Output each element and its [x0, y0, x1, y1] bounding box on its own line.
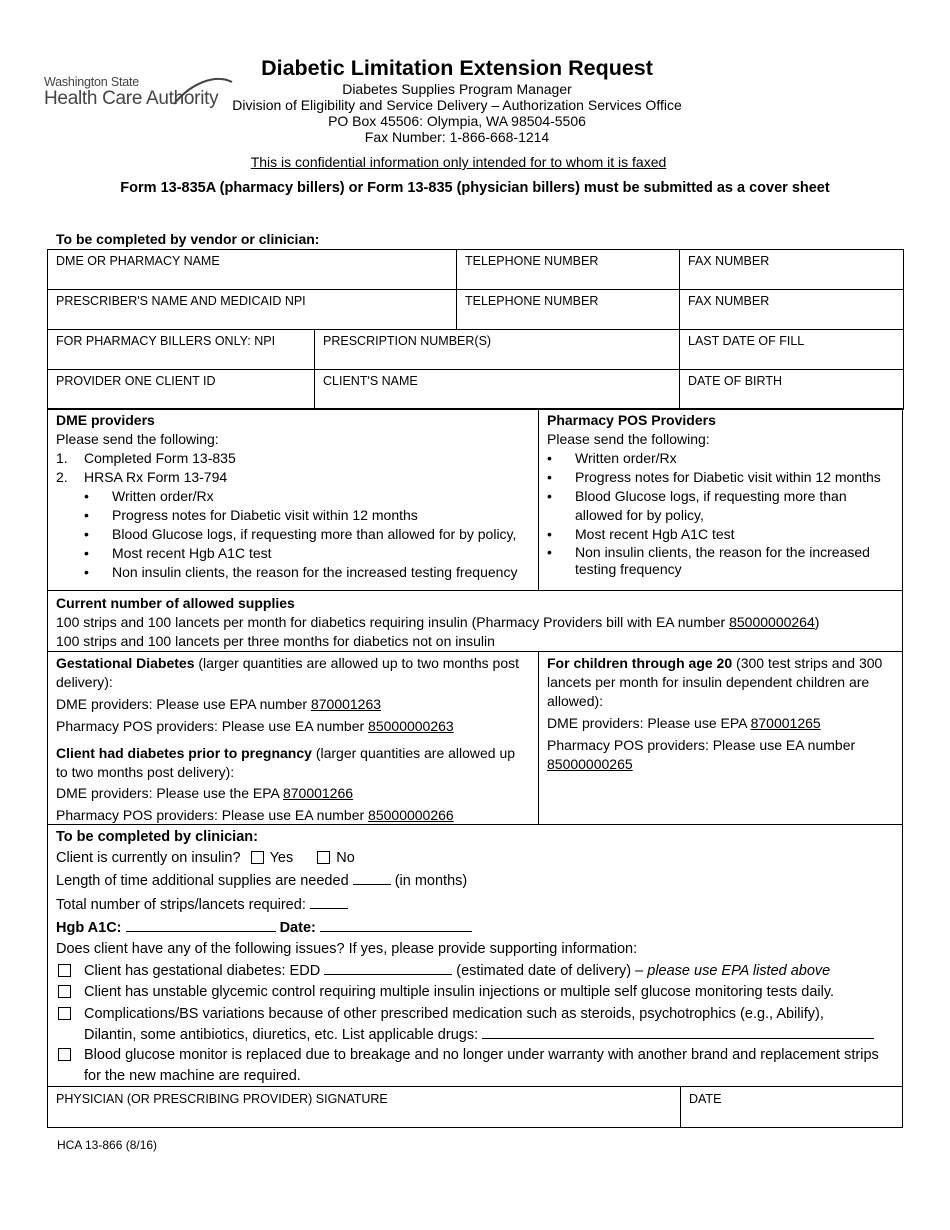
gestational-pos-ea: 85000000263: [368, 718, 454, 734]
length-input[interactable]: [353, 884, 391, 885]
hgb-row: [56, 918, 894, 939]
dme-bullet: • Progress notes for Diabetic visit within 12 months: [84, 507, 418, 523]
dme-item-1-number: 1.: [56, 450, 68, 466]
length-label: Length of time additional supplies are needed: [56, 873, 349, 889]
signature-label: PHYSICIAN (OR PRESCRIBING PROVIDER) SIGNATURE: [56, 1092, 388, 1106]
prior-dme-epa: 870001266: [282, 785, 354, 801]
children-heading: For children through age 20: [547, 655, 733, 671]
dme-bullet-text: Blood Glucose logs, if requesting more than allowed for by policy,: [112, 526, 517, 542]
issue-monitor-text-2: for the new machine are required.: [84, 1067, 301, 1084]
signature-date-field[interactable]: [680, 1086, 903, 1128]
provider-info-grid: [47, 249, 904, 410]
issue-gestational-epa-note: please use EPA listed above: [647, 963, 831, 979]
dme-bullet: • Blood Glucose logs, if requesting more than allowed for by policy,: [84, 526, 517, 542]
clinician-section: [47, 824, 903, 1087]
issue-monitor: [56, 1045, 894, 1086]
total-label: Total number of strips/lancets required:: [56, 896, 306, 913]
insulin-no-label: No: [336, 849, 355, 866]
issue-medication-checkbox[interactable]: [58, 1007, 71, 1020]
dme-item-1: [56, 449, 530, 468]
dme-bullet-list: [56, 487, 530, 582]
pharmacy-bullet-list: [547, 449, 894, 578]
client-id-field[interactable]: [48, 370, 315, 410]
issue-gestational-text: Client has gestational diabetes: EDD: [84, 963, 321, 979]
issues-question: Does client have any of the following issues? If yes, please provide supporting information:: [56, 940, 638, 957]
client-id-label: PROVIDER ONE CLIENT ID: [56, 374, 216, 388]
issue-glycemic-text: Client has unstable glycemic control requiring multiple insulin injections or multiple self glucose monitoring tests daily.: [84, 983, 835, 1000]
issue-medication-drugs-label: Dilantin, some antibiotics, diuretics, etc. List applicable drugs:: [84, 1026, 479, 1043]
supplies-ea-number: 85000000264: [729, 614, 815, 630]
fax-field[interactable]: [680, 250, 904, 290]
dme-bullet-text: Written order/Rx: [112, 488, 214, 504]
dme-intro: Please send the following:: [56, 431, 219, 447]
gestational-desc-text: (larger quantities are allowed up to two months post delivery):: [56, 655, 520, 690]
header-line-4: Fax Number: 1-866-668-1214: [364, 129, 550, 145]
dme-item-1-text: Completed Form 13-835: [84, 450, 236, 466]
pharmacy-bullet: • Written order/Rx: [547, 450, 677, 466]
prescriber-telephone-label: TELEPHONE NUMBER: [465, 294, 599, 308]
issue-monitor-text: Blood glucose monitor is replaced due to breakage and no longer under warranty with another brand and replacement strips: [84, 1047, 879, 1063]
dme-bullet-text: Non insulin clients, the reason for the increased testing frequency: [112, 564, 518, 580]
allowed-supplies-box: [47, 590, 903, 652]
dme-bullet-text: Most recent Hgb A1C test: [112, 545, 272, 561]
dme-heading: DME providers: [56, 412, 155, 428]
issue-medication: [56, 1004, 894, 1045]
pharmacy-heading: Pharmacy POS Providers: [547, 412, 716, 428]
prior-desc: [56, 744, 530, 782]
prescriber-telephone-field[interactable]: [457, 290, 680, 330]
dme-pharmacy-name-field[interactable]: [48, 250, 457, 290]
prescription-numbers-label: PRESCRIPTION NUMBER(S): [323, 334, 492, 348]
dme-item-2-text: HRSA Rx Form 13-794: [84, 469, 228, 485]
gestational-box: [47, 651, 539, 825]
logo-state: Washington State: [44, 75, 140, 89]
dob-label: DATE OF BIRTH: [688, 374, 782, 388]
insulin-yes-checkbox[interactable]: [251, 851, 264, 864]
clinician-heading: To be completed by clinician:: [56, 829, 258, 845]
edd-input[interactable]: [324, 974, 452, 975]
gestational-pos-text: Pharmacy POS providers: Please use EA number: [56, 718, 369, 734]
form-title: Diabetic Limitation Extension Request: [261, 56, 653, 80]
dme-providers-box: [47, 408, 539, 591]
prior-desc-text: (larger quantities are allowed up to two months post delivery):: [56, 745, 516, 780]
children-dme-epa: 870001265: [750, 715, 821, 731]
prescriber-fax-field[interactable]: [680, 290, 904, 330]
insulin-no-checkbox[interactable]: [317, 851, 330, 864]
children-desc-text: (300 test strips and 300 lancets per month for insulin dependent children are allowed):: [547, 655, 883, 709]
children-pos-text: Pharmacy POS providers: Please use EA number: [547, 737, 856, 753]
issue-gestational: [56, 961, 894, 982]
dob-field[interactable]: [680, 370, 904, 410]
children-pos: [547, 736, 894, 774]
client-name-field[interactable]: [315, 370, 680, 410]
pharmacy-bullet-text: Progress notes for Diabetic visit within 12 months: [575, 469, 881, 485]
prior-pos-text: Pharmacy POS providers: Please use EA number: [56, 807, 369, 823]
pharmacy-bullet: • Most recent Hgb A1C test: [547, 526, 735, 542]
prior-pos-ea: 85000000266: [368, 807, 454, 823]
supplies-line-1: [56, 613, 894, 632]
prior-heading: Client had diabetes prior to pregnancy: [56, 745, 312, 761]
prior-dme: [56, 784, 530, 803]
header-line-1: Diabetes Supplies Program Manager: [342, 81, 572, 97]
pharmacy-pos-box: [538, 408, 903, 591]
dme-bullet: • Written order/Rx: [84, 488, 214, 504]
dme-list: [56, 449, 530, 487]
issue-medication-text: Complications/BS variations because of other prescribed medication such as steroids, psychotrophics (e.g., Abilify),: [84, 1006, 824, 1022]
pharmacy-npi-label: FOR PHARMACY BILLERS ONLY: NPI: [56, 334, 276, 348]
pharmacy-bullet-text: Most recent Hgb A1C test: [575, 526, 735, 542]
supplies-line-1-text: 100 strips and 100 lancets per month for diabetics requiring insulin (Pharmacy Providers bill with EA number: [56, 614, 730, 630]
fax-label: FAX NUMBER: [688, 254, 770, 268]
dme-name-label: DME OR PHARMACY NAME: [56, 254, 220, 268]
pharmacy-bullet-text: Non insulin clients, the reason for the increased testing frequency: [575, 544, 870, 577]
cover-sheet-notice: Form 13-835A (pharmacy billers) or Form 13-835 (physician billers) must be submitted as a cover sheet: [120, 180, 830, 196]
pharmacy-npi-field[interactable]: [48, 330, 315, 370]
hgb-date-input[interactable]: [320, 931, 472, 932]
pharmacy-bullet-text: Blood Glucose logs, if requesting more than allowed for by policy,: [575, 488, 847, 523]
children-pos-ea: 85000000265: [547, 756, 633, 772]
children-box: [538, 651, 903, 825]
issue-gestational-edd-note: (estimated date of delivery) –: [456, 963, 644, 979]
length-row: [56, 871, 894, 892]
drugs-input[interactable]: [482, 1038, 874, 1039]
children-desc: [547, 654, 894, 711]
vendor-section-lead: To be completed by vendor or clinician:: [56, 231, 320, 247]
telephone-label: TELEPHONE NUMBER: [465, 254, 599, 268]
dme-bullet: • Most recent Hgb A1C test: [84, 545, 272, 561]
total-row: [56, 895, 894, 916]
prescriber-label: PRESCRIBER'S NAME AND MEDICAID NPI: [56, 294, 306, 308]
issue-monitor-checkbox[interactable]: [58, 1048, 71, 1061]
issue-glycemic: [56, 982, 894, 1003]
signature-field[interactable]: [47, 1086, 681, 1128]
gestational-dme-text: DME providers: Please use EPA number: [56, 696, 311, 712]
issue-glycemic-checkbox[interactable]: [58, 985, 71, 998]
gestational-pos: [56, 717, 530, 736]
total-input[interactable]: [310, 908, 348, 909]
gestational-dme: [56, 695, 530, 714]
issue-gestational-checkbox[interactable]: [58, 964, 71, 977]
gestational-heading: Gestational Diabetes: [56, 655, 195, 671]
hgb-date-label: Date:: [279, 920, 316, 936]
prior-pos: [56, 806, 530, 825]
logo-agency: Health Care Authority: [44, 88, 219, 109]
confidential-notice: This is confidential information only intended for to whom it is faxed: [250, 154, 667, 170]
header-line-3: PO Box 45506: Olympia, WA 98504-5506: [328, 113, 586, 129]
gestational-desc: [56, 654, 530, 692]
length-unit: (in months): [394, 873, 468, 889]
dme-item-2: [56, 468, 530, 487]
pharmacy-bullet-text: Written order/Rx: [575, 450, 677, 466]
insulin-question-row: [56, 848, 894, 869]
dme-bullet: • Non insulin clients, the reason for the increased testing frequency: [84, 564, 518, 580]
hgb-label: Hgb A1C:: [56, 920, 122, 936]
insulin-question: Client is currently on insulin?: [56, 849, 241, 866]
supplies-line-1-close: ): [814, 614, 820, 630]
supplies-heading: Current number of allowed supplies: [56, 595, 295, 611]
form-number: HCA 13-866 (8/16): [57, 1138, 158, 1152]
children-dme: [547, 714, 894, 733]
pharmacy-bullet: • Progress notes for Diabetic visit within 12 months: [547, 469, 881, 485]
prescriber-fax-label: FAX NUMBER: [688, 294, 770, 308]
dme-bullet-text: Progress notes for Diabetic visit within 12 months: [112, 507, 418, 523]
prior-dme-text: DME providers: Please use the EPA: [56, 785, 283, 801]
pharmacy-bullet: • Non insulin clients, the reason for the increased testing frequency: [547, 544, 870, 577]
supplies-line-2: 100 strips and 100 lancets per three months for diabetics not on insulin: [56, 633, 495, 649]
header-line-2: Division of Eligibility and Service Delivery – Authorization Services Office: [232, 97, 682, 113]
insulin-yes-label: Yes: [269, 849, 294, 866]
gestational-dme-epa: 870001263: [310, 696, 382, 712]
children-dme-text: DME providers: Please use EPA: [547, 715, 751, 731]
last-fill-label: LAST DATE OF FILL: [688, 334, 805, 348]
client-name-label: CLIENT'S NAME: [323, 374, 418, 388]
dme-item-2-number: 2.: [56, 469, 68, 485]
last-fill-field[interactable]: [680, 330, 904, 370]
prescriber-field[interactable]: [48, 290, 457, 330]
pharmacy-bullet: • Blood Glucose logs, if requesting more than allowed for by policy,: [547, 488, 847, 523]
signature-date-label: DATE: [689, 1092, 722, 1106]
pharmacy-intro: Please send the following:: [547, 431, 710, 447]
hgb-input[interactable]: [126, 931, 276, 932]
prescription-numbers-field[interactable]: [315, 330, 680, 370]
telephone-field[interactable]: [457, 250, 680, 290]
